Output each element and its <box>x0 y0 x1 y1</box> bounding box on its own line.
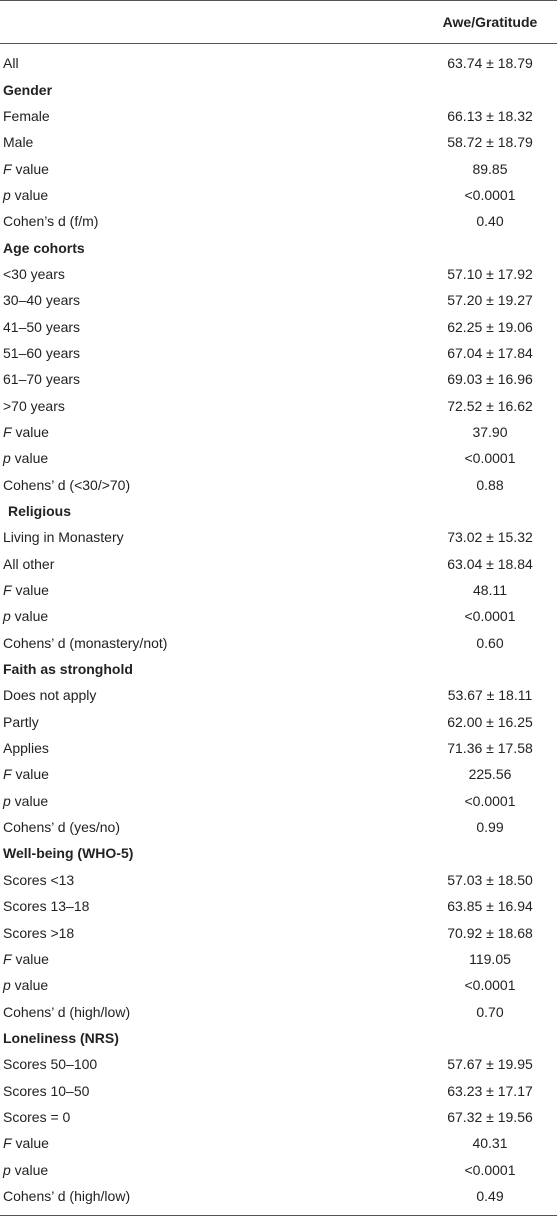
row-value: 0.49 <box>476 1187 504 1204</box>
table-row <box>0 946 557 972</box>
row-label <box>0 161 423 177</box>
section-header-row <box>0 498 557 524</box>
row-value: 0.99 <box>476 819 504 836</box>
row-value: 57.67 ± 19.95 <box>447 1056 533 1073</box>
section-title: Religious <box>8 503 72 520</box>
table-row <box>0 972 557 998</box>
row-label: Does not apply <box>3 687 97 704</box>
row-value: 69.03 ± 16.96 <box>447 371 533 388</box>
row-label: Cohens’ d (<30/>70) <box>3 476 131 493</box>
column-header: Awe/Gratitude <box>442 14 538 30</box>
row-value: 67.04 ± 17.84 <box>447 344 533 361</box>
row-label <box>0 977 423 993</box>
section-header-row <box>0 76 557 102</box>
row-label <box>0 450 423 466</box>
stat-symbol: F <box>3 423 12 440</box>
table-row <box>0 788 557 814</box>
section-title: Well-being (WHO-5) <box>3 845 134 862</box>
row-label: Scores = 0 <box>3 1108 71 1125</box>
row-value: <0.0001 <box>464 450 516 467</box>
row-value: <0.0001 <box>464 792 516 809</box>
stat-label: value <box>10 186 49 203</box>
row-label: 51–60 years <box>3 344 81 361</box>
row-value: 89.85 <box>472 160 508 177</box>
table-row <box>0 366 557 392</box>
row-value: 40.31 <box>472 1135 508 1152</box>
row-value: <0.0001 <box>464 186 516 203</box>
table-row <box>0 50 557 76</box>
row-value: 0.70 <box>476 1003 504 1020</box>
row-label: Scores 50–100 <box>3 1056 98 1073</box>
table-row <box>0 735 557 761</box>
row-label: 61–70 years <box>3 371 81 388</box>
row-label: All other <box>3 555 55 572</box>
row-label <box>0 951 423 967</box>
section-header-row <box>0 1025 557 1051</box>
section-header-row <box>0 234 557 260</box>
row-value: 0.40 <box>476 213 504 230</box>
row-label: Scores 10–50 <box>3 1082 90 1099</box>
row-value: <0.0001 <box>464 608 516 625</box>
table-row <box>0 445 557 471</box>
stat-label: value <box>11 950 49 967</box>
row-label: Applies <box>3 740 49 757</box>
stat-label: value <box>11 423 49 440</box>
table-row <box>0 577 557 603</box>
row-value: 119.05 <box>469 950 511 967</box>
section-title: Faith as stronghold <box>3 661 133 678</box>
table-row <box>0 919 557 945</box>
table-body <box>0 50 557 1209</box>
row-label: <30 years <box>3 265 65 282</box>
row-value: 63.04 ± 18.84 <box>447 555 533 572</box>
row-label: Scores <13 <box>3 871 75 888</box>
table-row <box>0 1104 557 1130</box>
table-header-row <box>0 1 557 43</box>
section-title: Gender <box>3 81 53 98</box>
row-value: 70.92 ± 18.68 <box>447 924 533 941</box>
table-row <box>0 603 557 629</box>
row-label: Scores >18 <box>3 924 75 941</box>
row-value: <0.0001 <box>464 1161 516 1178</box>
row-label: Female <box>3 107 50 124</box>
row-value: 67.32 ± 19.56 <box>447 1108 533 1125</box>
table-row <box>0 761 557 787</box>
stat-label: value <box>10 450 49 467</box>
row-value: 66.13 ± 18.32 <box>447 107 533 124</box>
table-row <box>0 129 557 155</box>
row-label: Partly <box>3 713 39 730</box>
row-label: Male <box>3 134 34 151</box>
table-bottom-rule <box>0 1215 557 1216</box>
stat-label: value <box>10 608 49 625</box>
row-value: 71.36 ± 17.58 <box>447 740 533 757</box>
table-row <box>0 524 557 550</box>
table-row <box>0 313 557 339</box>
table-row <box>0 208 557 234</box>
section-header-row <box>0 656 557 682</box>
row-value: 58.72 ± 18.79 <box>447 134 533 151</box>
row-value: <0.0001 <box>464 977 516 994</box>
table-row <box>0 814 557 840</box>
row-label <box>0 608 423 624</box>
stat-label: value <box>11 160 49 177</box>
table-row <box>0 893 557 919</box>
row-label <box>0 424 423 440</box>
table-row <box>0 998 557 1024</box>
row-value: 0.88 <box>476 476 504 493</box>
row-label: 30–40 years <box>3 292 81 309</box>
row-label <box>0 793 423 809</box>
row-label <box>0 1162 423 1178</box>
row-value: 62.00 ± 16.25 <box>447 713 533 730</box>
row-value: 63.74 ± 18.79 <box>447 55 533 72</box>
row-value: 37.90 <box>472 423 508 440</box>
table-row <box>0 103 557 129</box>
table-row <box>0 419 557 445</box>
row-value: 57.10 ± 17.92 <box>447 265 533 282</box>
table-row <box>0 1130 557 1156</box>
row-label <box>0 187 423 203</box>
stat-symbol: p <box>3 186 11 203</box>
stat-symbol: F <box>3 950 12 967</box>
table-row <box>0 182 557 208</box>
stat-symbol: F <box>3 160 12 177</box>
row-label: Cohens’ d (monastery/not) <box>3 634 168 651</box>
table-row <box>0 155 557 181</box>
table-row <box>0 551 557 577</box>
table-row <box>0 630 557 656</box>
table-row <box>0 472 557 498</box>
table-row <box>0 709 557 735</box>
row-label: Cohens’ d (yes/no) <box>3 819 120 836</box>
row-value: 53.67 ± 18.11 <box>447 687 533 704</box>
table-row <box>0 1077 557 1103</box>
row-label: All <box>3 55 19 72</box>
stat-symbol: p <box>3 792 11 809</box>
stat-label: value <box>11 766 49 783</box>
stat-symbol: p <box>3 977 11 994</box>
row-label: >70 years <box>3 397 65 414</box>
row-value: 0.60 <box>476 634 504 651</box>
stat-symbol: p <box>3 450 11 467</box>
row-value: 225.56 <box>468 766 512 783</box>
table-row <box>0 1156 557 1182</box>
stat-symbol: p <box>3 608 11 625</box>
row-label: Living in Monastery <box>3 529 124 546</box>
stat-label: value <box>11 1135 49 1152</box>
stat-label: value <box>10 792 49 809</box>
section-header-row <box>0 840 557 866</box>
stat-label: value <box>11 582 49 599</box>
section-title: Age cohorts <box>3 239 85 256</box>
row-value: 57.03 ± 18.50 <box>447 871 533 888</box>
row-value: 57.20 ± 19.27 <box>447 292 533 309</box>
row-label: 41–50 years <box>3 318 81 335</box>
stat-label: value <box>10 977 49 994</box>
stat-symbol: F <box>3 1135 12 1152</box>
table-row <box>0 682 557 708</box>
row-label: Cohen’s d (f/m) <box>3 213 99 230</box>
table-row <box>0 1051 557 1077</box>
table-row <box>0 261 557 287</box>
section-title: Loneliness (NRS) <box>3 1029 119 1046</box>
row-value: 62.25 ± 19.06 <box>447 318 533 335</box>
row-value: 63.85 ± 16.94 <box>447 898 533 915</box>
row-value: 48.11 <box>473 582 507 599</box>
row-label <box>0 582 423 598</box>
table-row <box>0 1183 557 1209</box>
table-row <box>0 340 557 366</box>
stat-symbol: F <box>3 582 12 599</box>
row-label: Scores 13–18 <box>3 898 90 915</box>
row-value: 72.52 ± 16.62 <box>447 397 533 414</box>
row-value: 63.23 ± 17.17 <box>447 1082 533 1099</box>
row-value: 73.02 ± 15.32 <box>447 529 533 546</box>
stat-symbol: F <box>3 766 12 783</box>
row-label <box>0 1135 423 1151</box>
row-label <box>0 766 423 782</box>
table-row <box>0 867 557 893</box>
table-row <box>0 392 557 418</box>
row-label: Cohens’ d (high/low) <box>3 1187 131 1204</box>
stat-symbol: p <box>3 1161 11 1178</box>
stat-label: value <box>10 1161 49 1178</box>
row-label: Cohens’ d (high/low) <box>3 1003 131 1020</box>
table-row <box>0 287 557 313</box>
